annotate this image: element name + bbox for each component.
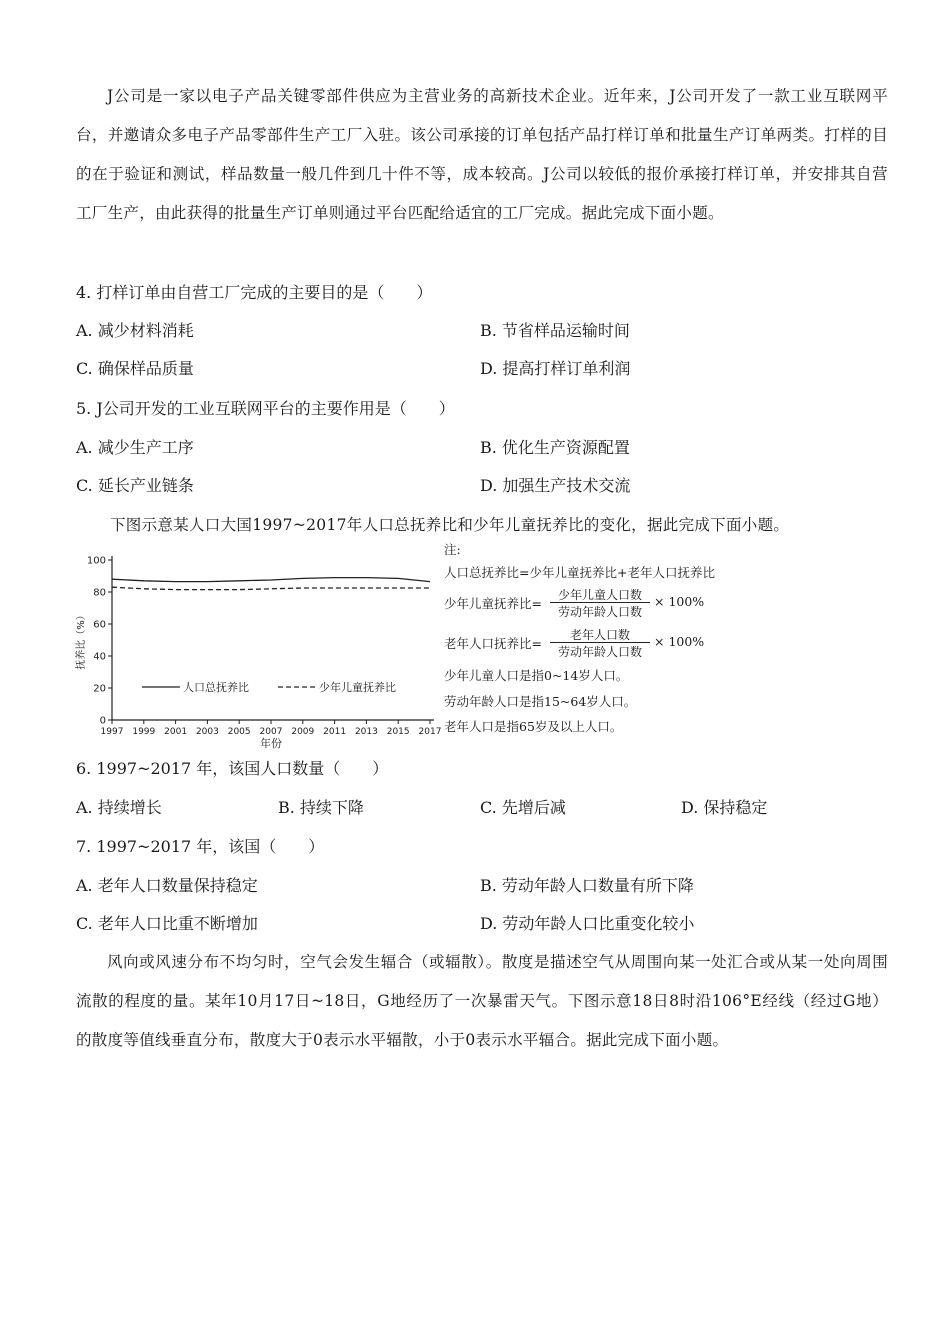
elderly-ratio-numerator: 老年人口数 (569, 628, 630, 642)
question-4-option-b[interactable]: B. 节省样品运输时间 (480, 321, 630, 340)
elderly-ratio-multiplier: × 100% (654, 634, 705, 649)
youth-ratio-numerator: 少年儿童人口数 (557, 588, 642, 602)
notes-working-age-definition: 劳动年龄人口是指15~64岁人口。 (444, 694, 637, 709)
series-line-youth-dependency (112, 587, 430, 589)
question-7-option-d[interactable]: D. 劳动年龄人口比重变化较小 (480, 914, 695, 933)
x-tick-label: 2011 (323, 727, 347, 737)
notes-total-ratio-definition: 人口总抚养比=少年儿童抚养比+老年人口抚养比 (444, 565, 715, 580)
question-6-option-d[interactable]: D. 保持稳定 (681, 798, 768, 817)
legend-label-youth: 少年儿童抚养比 (319, 681, 396, 694)
passage-j-company: J公司是一家以电子产品关键零部件供应为主营业务的高新技术企业。近年来，J公司开发了一款工业互联网平台，并邀请众多电子产品零部件生产工厂入驻。该公司承接的订单包括产品打样订单和批量生产订单两类。打样的目的在于验证和测试，样品数量一般几件到几十件不等，成本较高。J公司以较低的报价承接打样订单，并安排其自营工厂生产，由此获得的批量生产订单则通过平台匹配给适宜的工厂完成。据此完成下面小题。 (76, 87, 888, 222)
chart-svg (72, 548, 442, 754)
x-axis-title: 年份 (260, 737, 282, 750)
youth-ratio-multiplier: × 100% (654, 594, 705, 609)
elderly-ratio-formula (444, 626, 744, 662)
question-5-stem: 5. J公司开发的工业互联网平台的主要作用是（ ） (76, 399, 455, 418)
legend-label-total: 人口总抚养比 (183, 681, 249, 694)
question-7-option-c[interactable]: C. 老年人口比重不断增加 (76, 914, 258, 933)
notes-elderly-age-definition: 老年人口是指65岁及以上人口。 (444, 719, 623, 734)
passage-divergence: 风向或风速分布不均匀时，空气会发生辐合（或辐散）。散度是描述空气从周围向某一处汇合或从某一处向周围流散的程度的量。某年10月17日~18日，G地经历了一次暴雷天气。下图示意18日8时沿106°E经线（经过G地）的散度等值线垂直分布，散度大于0表示水平辐散，小于0表示水平辐合。据此完成下面小题。 (76, 953, 888, 1049)
youth-ratio-formula-label: 少年儿童抚养比= (444, 596, 542, 611)
y-axis-title: 抚养比（%） (76, 610, 87, 670)
x-tick-label: 2001 (164, 727, 188, 737)
y-tick-label: 60 (93, 619, 106, 631)
x-tick-label: 2005 (227, 727, 251, 737)
youth-ratio-denominator: 劳动年龄人口数 (557, 605, 642, 619)
question-4-option-a[interactable]: A. 减少材料消耗 (76, 321, 194, 340)
y-tick-label: 40 (93, 651, 106, 663)
question-5-option-a[interactable]: A. 减少生产工序 (76, 438, 194, 457)
x-tick-label: 2013 (354, 727, 378, 737)
question-6-option-b[interactable]: B. 持续下降 (278, 798, 364, 817)
elderly-ratio-denominator: 劳动年龄人口数 (557, 645, 642, 659)
x-tick-label: 1997 (100, 727, 124, 737)
question-6-option-c[interactable]: C. 先增后减 (480, 798, 566, 817)
x-tick-label: 2017 (418, 727, 442, 737)
question-7-option-a[interactable]: A. 老年人口数量保持稳定 (76, 876, 258, 895)
y-tick-label: 0 (99, 715, 106, 727)
y-tick-label: 80 (93, 587, 106, 599)
y-tick-label: 20 (93, 683, 106, 695)
x-tick-label: 2009 (291, 727, 315, 737)
dependency-ratio-chart (72, 548, 442, 754)
question-4-option-d[interactable]: D. 提高打样订单利润 (480, 359, 631, 378)
series-line-total-dependency (112, 578, 430, 582)
x-tick-label: 2007 (259, 727, 283, 737)
x-tick-label: 2015 (386, 727, 410, 737)
question-5-option-c[interactable]: C. 延长产业链条 (76, 476, 194, 495)
x-tick-label: 1999 (132, 727, 156, 737)
notes-heading: 注: (444, 542, 461, 557)
youth-ratio-formula (444, 586, 744, 622)
question-4-stem: 4. 打样订单由自营工厂完成的主要目的是（ ） (76, 283, 433, 302)
elderly-ratio-formula-label: 老年人口抚养比= (444, 636, 542, 651)
question-5-option-b[interactable]: B. 优化生产资源配置 (480, 438, 630, 457)
y-tick-label: 100 (86, 555, 106, 567)
chart-intro-text: 下图示意某人口大国1997~2017年人口总抚养比和少年儿童抚养比的变化，据此完成下面小题。 (110, 516, 790, 534)
question-7-stem: 7. 1997~2017 年，该国（ ） (76, 837, 325, 856)
question-6-option-a[interactable]: A. 持续增长 (76, 798, 162, 817)
question-7-option-b[interactable]: B. 劳动年龄人口数量有所下降 (480, 876, 694, 895)
x-tick-label: 2003 (195, 727, 219, 737)
question-5-option-d[interactable]: D. 加强生产技术交流 (480, 476, 631, 495)
notes-youth-age-definition: 少年儿童人口是指0~14岁人口。 (444, 668, 629, 683)
question-4-option-c[interactable]: C. 确保样品质量 (76, 359, 194, 378)
question-6-stem: 6. 1997~2017 年，该国人口数量（ ） (76, 759, 389, 778)
